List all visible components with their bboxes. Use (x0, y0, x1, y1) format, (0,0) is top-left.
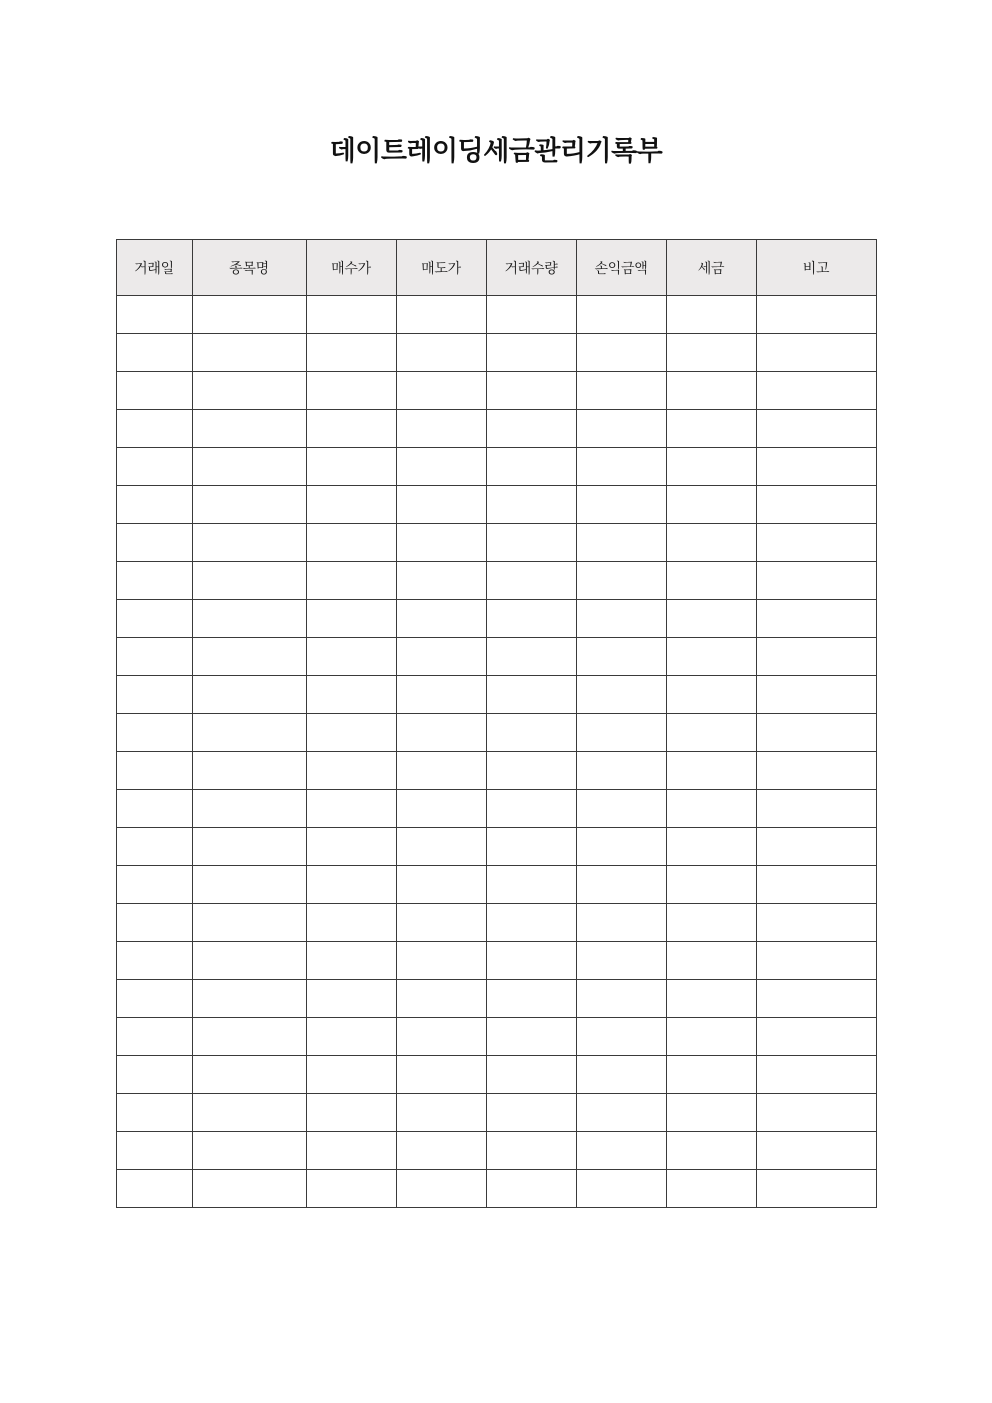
table-cell[interactable] (116, 486, 192, 524)
table-cell[interactable] (756, 752, 876, 790)
table-cell[interactable] (756, 790, 876, 828)
table-cell[interactable] (306, 676, 396, 714)
table-row (116, 1170, 876, 1208)
table-cell[interactable] (192, 980, 306, 1018)
column-header-stock-name: 종목명 (192, 240, 306, 296)
table-row (116, 828, 876, 866)
table-cell[interactable] (486, 714, 576, 752)
table-row (116, 676, 876, 714)
trading-record-table (116, 239, 877, 1208)
table-row (116, 296, 876, 334)
table-cell[interactable] (756, 1018, 876, 1056)
table-cell[interactable] (396, 638, 486, 676)
table-cell[interactable] (396, 562, 486, 600)
table-cell[interactable] (666, 562, 756, 600)
table-cell[interactable] (396, 334, 486, 372)
table-row (116, 752, 876, 790)
table-cell[interactable] (756, 1170, 876, 1208)
table-cell[interactable] (396, 866, 486, 904)
table-cell[interactable] (116, 714, 192, 752)
column-header-sell-price: 매도가 (396, 240, 486, 296)
table-cell[interactable] (486, 1094, 576, 1132)
table-cell[interactable] (756, 562, 876, 600)
table-cell[interactable] (576, 600, 666, 638)
table-cell[interactable] (756, 1056, 876, 1094)
table-cell[interactable] (486, 676, 576, 714)
table-cell[interactable] (306, 524, 396, 562)
table-cell[interactable] (756, 828, 876, 866)
table-cell[interactable] (756, 448, 876, 486)
table-cell[interactable] (306, 866, 396, 904)
table-cell[interactable] (192, 486, 306, 524)
table-cell[interactable] (116, 942, 192, 980)
table-cell[interactable] (666, 1094, 756, 1132)
table-cell[interactable] (666, 942, 756, 980)
table-cell[interactable] (666, 296, 756, 334)
table-cell[interactable] (576, 790, 666, 828)
table-cell[interactable] (666, 1132, 756, 1170)
table-cell[interactable] (576, 866, 666, 904)
table-cell[interactable] (666, 1170, 756, 1208)
table-cell[interactable] (486, 600, 576, 638)
table-cell[interactable] (116, 562, 192, 600)
table-row (116, 372, 876, 410)
table-cell[interactable] (756, 714, 876, 752)
table-cell[interactable] (192, 296, 306, 334)
table-cell[interactable] (192, 828, 306, 866)
table-cell[interactable] (396, 524, 486, 562)
table-cell[interactable] (306, 904, 396, 942)
column-header-remarks: 비고 (756, 240, 876, 296)
table-cell[interactable] (116, 296, 192, 334)
table-cell[interactable] (396, 448, 486, 486)
table-cell[interactable] (396, 1094, 486, 1132)
table-cell[interactable] (486, 1056, 576, 1094)
table-row (116, 1056, 876, 1094)
table-cell[interactable] (192, 752, 306, 790)
table-cell[interactable] (306, 600, 396, 638)
table-cell[interactable] (396, 676, 486, 714)
table-cell[interactable] (576, 1056, 666, 1094)
table-cell[interactable] (116, 448, 192, 486)
table-cell[interactable] (576, 296, 666, 334)
table-cell[interactable] (576, 1170, 666, 1208)
table-cell[interactable] (486, 562, 576, 600)
table-cell[interactable] (116, 790, 192, 828)
table-cell[interactable] (756, 1094, 876, 1132)
table-cell[interactable] (576, 1018, 666, 1056)
table-cell[interactable] (306, 296, 396, 334)
table-cell[interactable] (756, 1132, 876, 1170)
table-cell[interactable] (306, 562, 396, 600)
table-cell[interactable] (576, 334, 666, 372)
table-cell[interactable] (486, 448, 576, 486)
table-cell[interactable] (306, 448, 396, 486)
table-cell[interactable] (192, 1018, 306, 1056)
table-cell[interactable] (306, 980, 396, 1018)
table-cell[interactable] (116, 904, 192, 942)
table-cell[interactable] (192, 600, 306, 638)
table-cell[interactable] (576, 676, 666, 714)
table-cell[interactable] (306, 638, 396, 676)
table-cell[interactable] (192, 866, 306, 904)
table-cell[interactable] (306, 372, 396, 410)
table-cell[interactable] (116, 1094, 192, 1132)
table-cell[interactable] (396, 942, 486, 980)
table-cell[interactable] (396, 1132, 486, 1170)
table-cell[interactable] (666, 790, 756, 828)
table-cell[interactable] (666, 334, 756, 372)
table-cell[interactable] (666, 904, 756, 942)
table-cell[interactable] (192, 562, 306, 600)
table-cell[interactable] (396, 600, 486, 638)
table-cell[interactable] (576, 1094, 666, 1132)
table-cell[interactable] (306, 410, 396, 448)
table-cell[interactable] (756, 600, 876, 638)
table-cell[interactable] (666, 866, 756, 904)
table-cell[interactable] (486, 790, 576, 828)
table-cell[interactable] (116, 676, 192, 714)
table-cell[interactable] (192, 790, 306, 828)
table-cell[interactable] (576, 448, 666, 486)
table-row (116, 980, 876, 1018)
table-cell[interactable] (486, 828, 576, 866)
table-cell[interactable] (576, 942, 666, 980)
table-row (116, 1018, 876, 1056)
table-cell[interactable] (192, 524, 306, 562)
table-cell[interactable] (576, 524, 666, 562)
table-row (116, 410, 876, 448)
table-cell[interactable] (396, 828, 486, 866)
table-cell[interactable] (486, 296, 576, 334)
table-cell[interactable] (576, 828, 666, 866)
table-row (116, 334, 876, 372)
table-cell[interactable] (192, 372, 306, 410)
table-cell[interactable] (486, 486, 576, 524)
column-header-profit-loss: 손익금액 (576, 240, 666, 296)
table-cell[interactable] (396, 790, 486, 828)
table-row (116, 790, 876, 828)
table-cell[interactable] (666, 714, 756, 752)
table-cell[interactable] (486, 980, 576, 1018)
table-cell[interactable] (192, 714, 306, 752)
table-cell[interactable] (192, 448, 306, 486)
table-cell[interactable] (756, 942, 876, 980)
column-header-tax: 세금 (666, 240, 756, 296)
table-row (116, 524, 876, 562)
table-cell[interactable] (576, 562, 666, 600)
table-cell[interactable] (396, 980, 486, 1018)
table-cell[interactable] (576, 410, 666, 448)
table-cell[interactable] (192, 1170, 306, 1208)
table-cell[interactable] (486, 1132, 576, 1170)
table-cell[interactable] (306, 1056, 396, 1094)
table-cell[interactable] (486, 1018, 576, 1056)
table-cell[interactable] (116, 334, 192, 372)
table-cell[interactable] (756, 866, 876, 904)
table-container (0, 239, 992, 1208)
table-cell[interactable] (396, 904, 486, 942)
table-cell[interactable] (396, 372, 486, 410)
table-cell[interactable] (756, 334, 876, 372)
table-row (116, 600, 876, 638)
table-cell[interactable] (486, 410, 576, 448)
table-cell[interactable] (192, 1132, 306, 1170)
table-cell[interactable] (192, 676, 306, 714)
table-cell[interactable] (396, 1170, 486, 1208)
table-cell[interactable] (576, 486, 666, 524)
table-cell[interactable] (396, 1056, 486, 1094)
table-cell[interactable] (116, 752, 192, 790)
table-cell[interactable] (486, 752, 576, 790)
table-cell[interactable] (306, 790, 396, 828)
table-cell[interactable] (396, 752, 486, 790)
table-cell[interactable] (116, 828, 192, 866)
table-cell[interactable] (192, 1056, 306, 1094)
table-cell[interactable] (486, 372, 576, 410)
table-cell[interactable] (116, 866, 192, 904)
table-cell[interactable] (666, 1056, 756, 1094)
table-cell[interactable] (306, 828, 396, 866)
table-cell[interactable] (576, 638, 666, 676)
table-cell[interactable] (486, 638, 576, 676)
table-cell[interactable] (396, 410, 486, 448)
page-title: 데이트레이딩세금관리기록부 (329, 136, 663, 166)
table-cell[interactable] (396, 296, 486, 334)
table-cell[interactable] (486, 524, 576, 562)
table-cell[interactable] (486, 942, 576, 980)
table-cell[interactable] (116, 600, 192, 638)
table-cell[interactable] (306, 1170, 396, 1208)
table-cell[interactable] (192, 904, 306, 942)
column-header-trade-date: 거래일 (116, 240, 192, 296)
table-cell[interactable] (756, 372, 876, 410)
table-header-row (116, 240, 876, 296)
table-cell[interactable] (116, 980, 192, 1018)
table-cell[interactable] (192, 942, 306, 980)
table-cell[interactable] (306, 486, 396, 524)
table-cell[interactable] (116, 1132, 192, 1170)
table-row (116, 448, 876, 486)
table-cell[interactable] (666, 828, 756, 866)
table-cell[interactable] (576, 904, 666, 942)
table-cell[interactable] (756, 486, 876, 524)
table-cell[interactable] (486, 904, 576, 942)
table-cell[interactable] (666, 980, 756, 1018)
table-cell[interactable] (486, 334, 576, 372)
table-cell[interactable] (396, 1018, 486, 1056)
table-cell[interactable] (306, 334, 396, 372)
table-cell[interactable] (756, 676, 876, 714)
table-cell[interactable] (396, 486, 486, 524)
table-cell[interactable] (116, 372, 192, 410)
table-cell[interactable] (576, 714, 666, 752)
table-cell[interactable] (756, 638, 876, 676)
table-row (116, 562, 876, 600)
table-cell[interactable] (116, 1018, 192, 1056)
table-row (116, 866, 876, 904)
table-cell[interactable] (666, 638, 756, 676)
table-cell[interactable] (576, 980, 666, 1018)
table-cell[interactable] (666, 600, 756, 638)
table-cell[interactable] (192, 334, 306, 372)
table-cell[interactable] (306, 1018, 396, 1056)
table-row (116, 1094, 876, 1132)
table-row (116, 486, 876, 524)
table-cell[interactable] (306, 942, 396, 980)
table-cell[interactable] (666, 676, 756, 714)
table-cell[interactable] (116, 410, 192, 448)
table-cell[interactable] (756, 904, 876, 942)
table-cell[interactable] (396, 714, 486, 752)
table-row (116, 942, 876, 980)
table-row (116, 714, 876, 752)
table-cell[interactable] (666, 524, 756, 562)
column-header-quantity: 거래수량 (486, 240, 576, 296)
table-row (116, 904, 876, 942)
table-cell[interactable] (116, 1170, 192, 1208)
table-cell[interactable] (192, 638, 306, 676)
table-cell[interactable] (756, 410, 876, 448)
table-cell[interactable] (756, 296, 876, 334)
table-cell[interactable] (756, 524, 876, 562)
table-row (116, 1132, 876, 1170)
table-header (116, 240, 876, 296)
table-cell[interactable] (192, 1094, 306, 1132)
table-cell[interactable] (486, 1170, 576, 1208)
table-row (116, 638, 876, 676)
table-cell[interactable] (576, 752, 666, 790)
table-cell[interactable] (116, 638, 192, 676)
table-cell[interactable] (116, 524, 192, 562)
table-cell[interactable] (116, 1056, 192, 1094)
table-cell[interactable] (306, 1094, 396, 1132)
table-cell[interactable] (666, 1018, 756, 1056)
table-cell[interactable] (666, 752, 756, 790)
table-cell[interactable] (306, 714, 396, 752)
table-cell[interactable] (756, 980, 876, 1018)
table-cell[interactable] (666, 486, 756, 524)
table-body (116, 296, 876, 1208)
table-cell[interactable] (576, 1132, 666, 1170)
table-cell[interactable] (192, 410, 306, 448)
table-cell[interactable] (576, 372, 666, 410)
table-cell[interactable] (486, 866, 576, 904)
table-cell[interactable] (306, 752, 396, 790)
table-cell[interactable] (666, 372, 756, 410)
column-header-buy-price: 매수가 (306, 240, 396, 296)
table-cell[interactable] (306, 1132, 396, 1170)
table-cell[interactable] (666, 448, 756, 486)
table-cell[interactable] (666, 410, 756, 448)
